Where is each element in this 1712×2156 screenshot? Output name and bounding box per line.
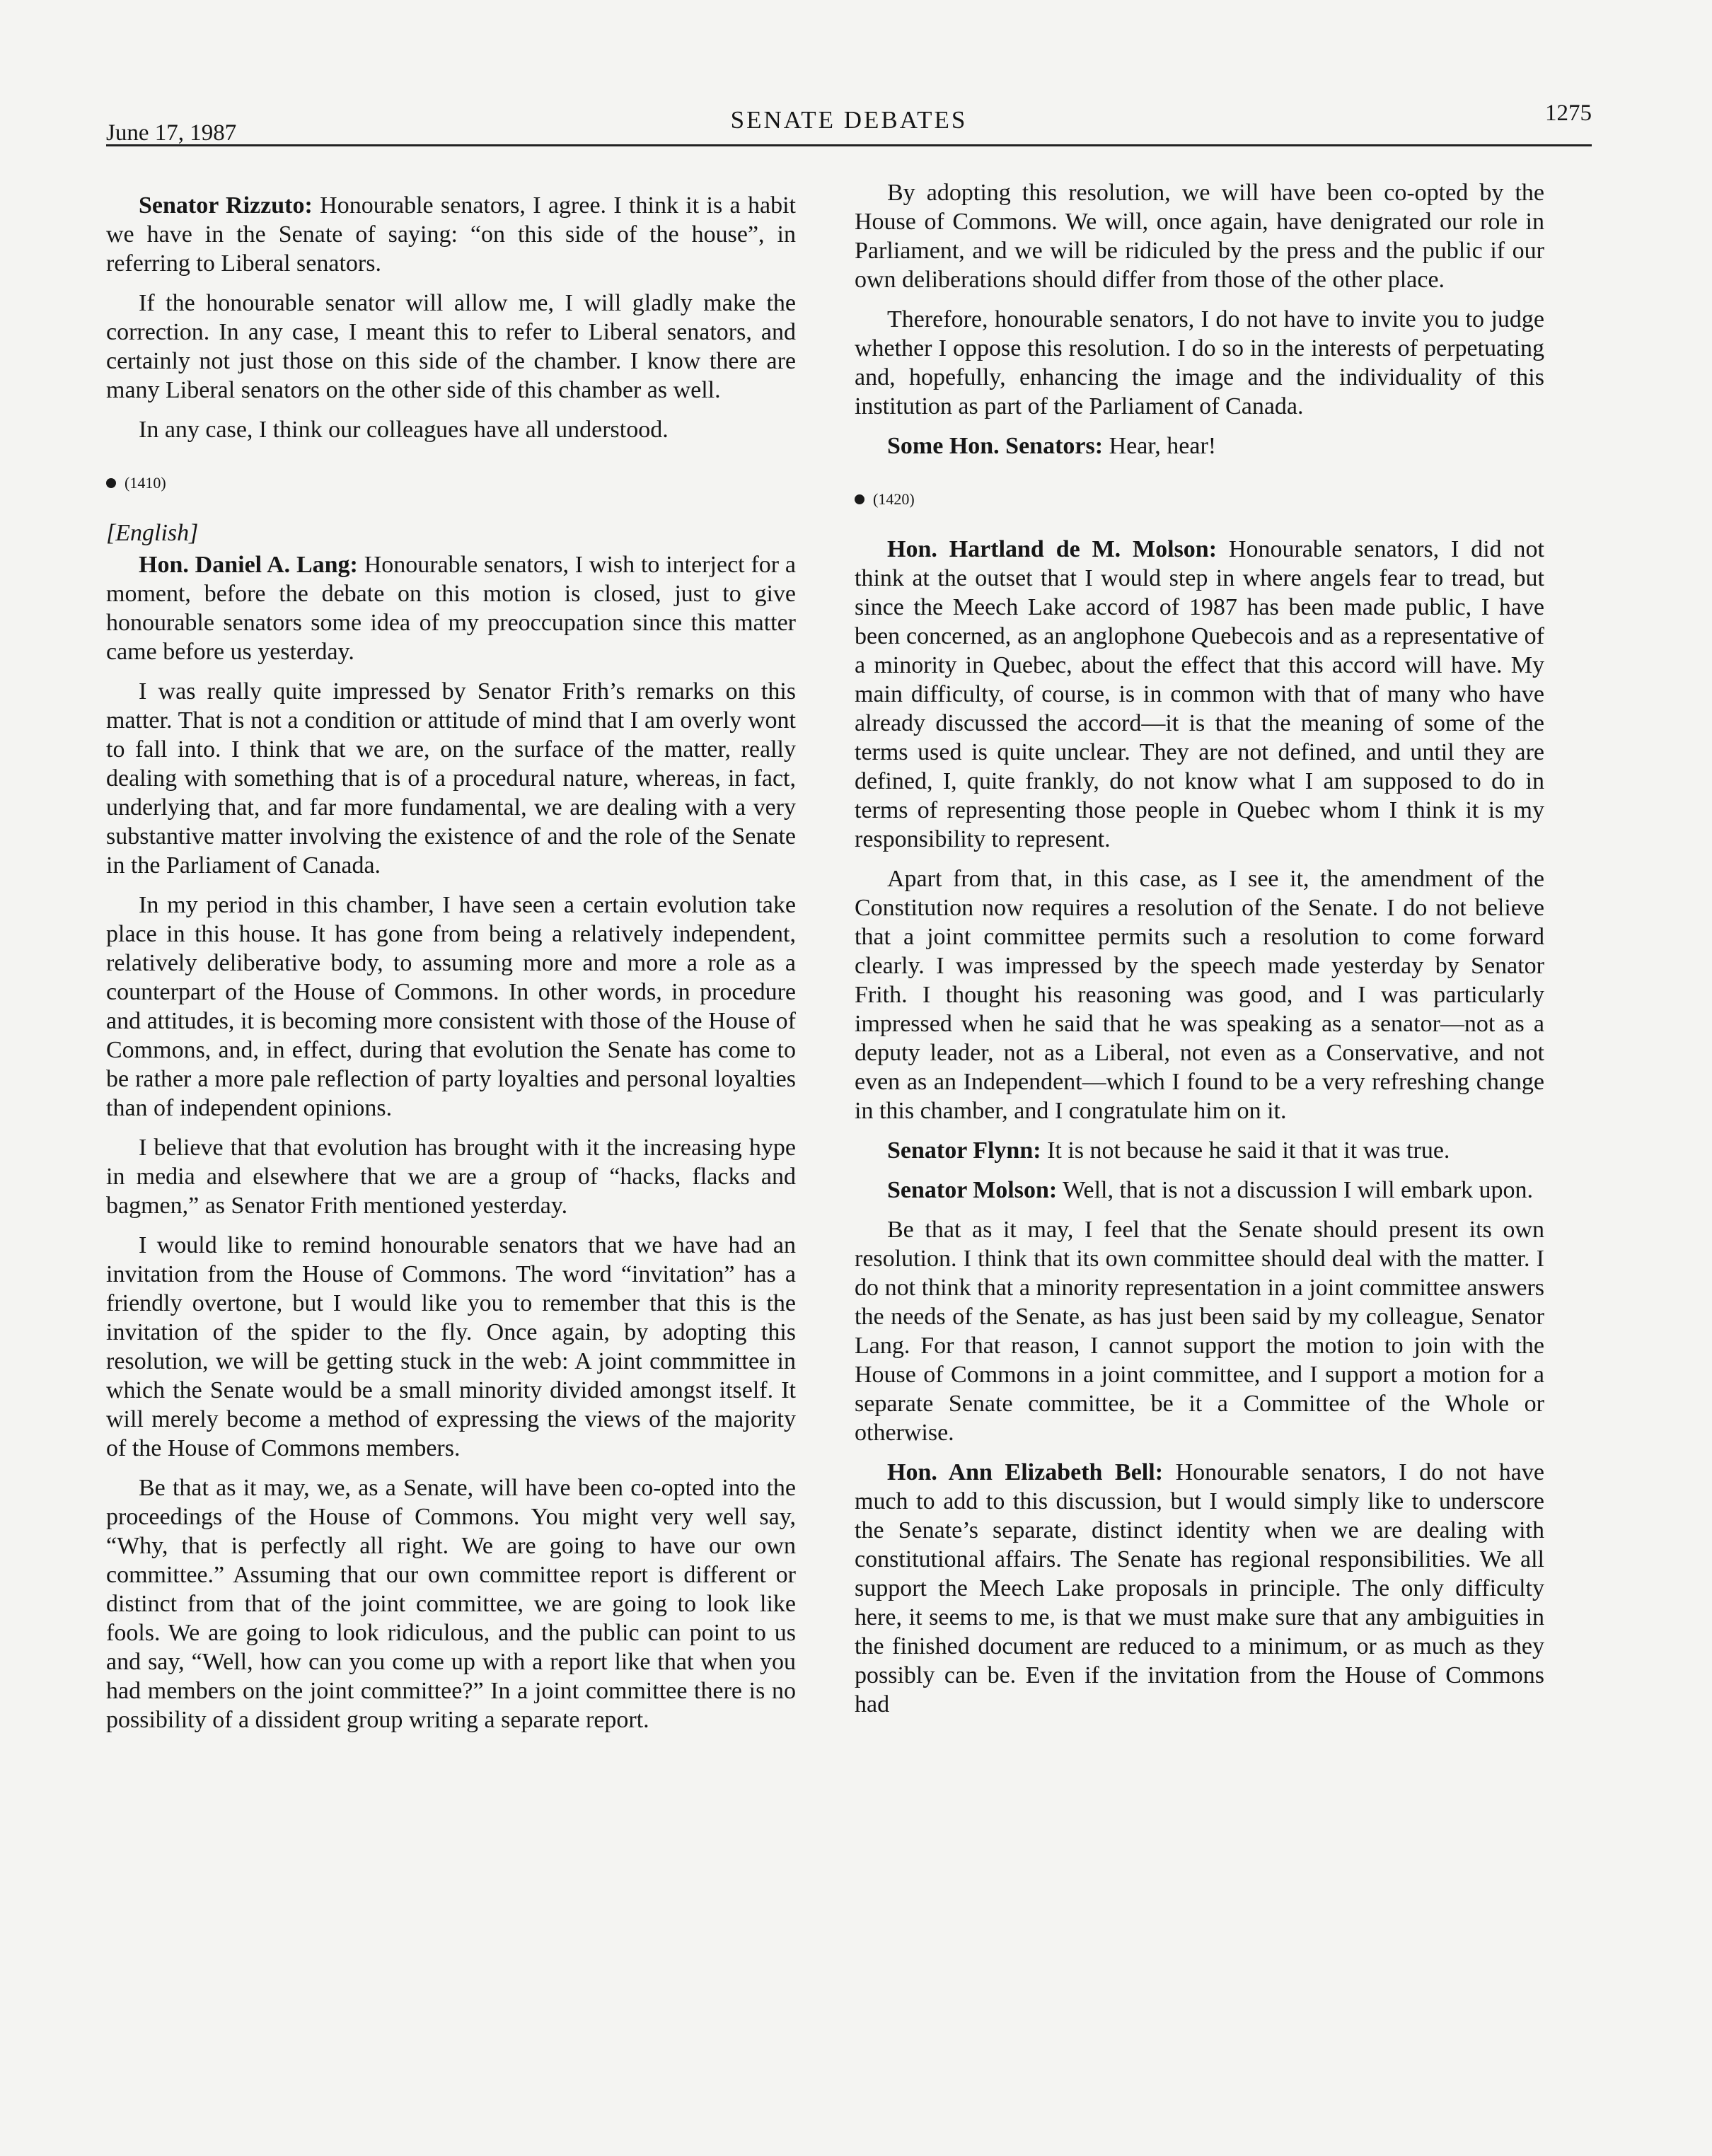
paragraph (106, 191, 796, 278)
speaker-name: Senator Flynn: (887, 1137, 1041, 1164)
speech-text: Honourable senators, I do not have much to add to this discussion, but I would simply like to underscore the Senate’s separate, distinct identity when we are dealing with constitutional affairs. The Senate has regional responsibilities. We all support the Meech Lake proposals in principle. The only difficulty here, it seems to me, is that we must make sure that any ambiguities in the finished document are reduced to a minimum, or as much as they possibly can be. Even if the invitation from the House of Commons had (855, 1459, 1544, 1717)
paragraph (106, 550, 796, 666)
right-column (855, 178, 1544, 1729)
paragraph: I believe that that evolution has brought with it the increasing hype in media and elsewhere that we are a group of “hacks, flacks and bagmen,” as Senator Frith mentioned yesterday. (106, 1135, 796, 1219)
speech-text: It is not because he said it that it was true. (1041, 1137, 1450, 1164)
speech-text: Honourable senators, I did not think at the outset that I would step in where angels fear to tread, but since the Meech Lake accord of 1987 has been made public, I have been concerned, as an anglophone Quebecois and as a representative of a minority in Quebec, about the effect that this accord will have. My main difficulty, of course, is in common with that of many who have already discussed the accord—it is that the meaning of some of the terms used is quite unclear. They are not defined, and until they are defined, I, quite frankly, do not know what I am supposed to do in terms of representing those people in Quebec whom I think it is my responsibility to represent. (855, 536, 1544, 852)
paragraph (855, 1176, 1544, 1205)
paragraph: Be that as it may, we, as a Senate, will have been co-opted into the proceedings of the House of Commons. You might very well say, “Why, that is perfectly all right. We are going to have our own committee.” Assuming that our own committee report is different or distinct from that of the joint committee, we are going to look like fools. We are going to look ridiculous, and the public can point to us and say, “Well, how can you come up with a report like that when you had members on the joint committee?” In a joint committee there is no possibility of a dissident group writing a separate report. (106, 1475, 796, 1733)
bullet-icon (106, 478, 116, 488)
paragraph: By adopting this resolution, we will have been co-opted by the House of Commons. We will, once again, have denigrated our role in Parliament, and we will be ridiculed by the press and the public if our own deliberations should differ from those of the other place. (855, 180, 1544, 293)
paragraph (855, 535, 1544, 854)
header-rule (106, 144, 1592, 146)
paragraph: In any case, I think our colleagues have all understood. (139, 417, 669, 443)
paragraph: Therefore, honourable senators, I do not have to invite you to judge whether I oppose this resolution. I do so in the interests of perpetuating and, hopefully, enhancing the image and the individuality of this institution as part of the Parliament of Canada. (855, 306, 1544, 419)
speaker-name: Hon. Ann Elizabeth Bell: (887, 1459, 1164, 1485)
paragraph: Apart from that, in this case, as I see it, the amendment of the Constitution now requires a resolution of the Senate. I do not believe that a joint committee permits such a resolution to come forward clearly. I was impressed by the speech made yesterday by Senator Frith. I thought his reasoning was good, and I was particularly impressed when he said that he was speaking as a senator—not as a deputy leader, not as a Liberal, not even as a Conservative, and not even as an Independent—which I found to be a very refreshing change in this chamber, and I congratulate him on it. (855, 866, 1544, 1124)
header-date: June 17, 1987 (106, 120, 237, 146)
time-stamp: (1410) (125, 474, 166, 492)
left-column (106, 191, 796, 1745)
paragraph: In my period in this chamber, I have seen a certain evolution take place in this house. It has gone from being a relatively independent, relatively deliberative body, to assuming more and more a role as a counterpart of the House of Commons. In other words, in procedure and attitudes, it is becoming more consistent with those of the House of Commons, and, in effect, during that evolution the Senate has come to be rather a more pale reflection of party loyalties and personal loyalties than of independent opinions. (106, 892, 796, 1121)
paragraph: If the honourable senator will allow me, I will gladly make the correction. In any case, I meant this to refer to Liberal senators, and certainly not just those on this side of the chamber. I know there are many Liberal senators on the other side of this chamber as well. (106, 290, 796, 403)
header-title: SENATE DEBATES (730, 106, 968, 134)
time-marker (855, 485, 1544, 514)
speech-text: Honourable senators, I agree. I think it is a habit we have in the Senate of saying: “on this side of the house”, in referring to Liberal senators. (106, 192, 796, 277)
speaker-name: Some Hon. Senators: (887, 433, 1104, 459)
speaker-name: Hon. Hartland de M. Molson: (887, 536, 1218, 562)
language-note: [English] (106, 520, 199, 546)
speaker-name: Senator Molson: (887, 1177, 1058, 1203)
paragraph (855, 1458, 1544, 1719)
page-header (106, 100, 1592, 146)
paragraph (855, 1136, 1544, 1165)
speaker-name: Hon. Daniel A. Lang: (139, 552, 358, 578)
header-page-number: 1275 (1545, 100, 1592, 126)
paragraph: Be that as it may, I feel that the Senate should present its own resolution. I think that its own committee should deal with the matter. I do not think that a minority representation in a joint committee answers the needs of the Senate, as has just been said by my colleague, Senator Lang. For that reason, I cannot support the motion to join with the House of Commons in a joint committee, and I support a motion for a separate Senate committee, be it a Committee of the Whole or otherwise. (855, 1217, 1544, 1446)
time-stamp: (1420) (873, 490, 915, 508)
time-marker (106, 468, 796, 497)
paragraph (855, 431, 1544, 460)
bullet-icon (855, 494, 864, 504)
speaker-name: Senator Rizzuto: (139, 192, 313, 219)
paragraph: I was really quite impressed by Senator Frith’s remarks on this matter. That is not a condition or attitude of mind that I am overly wont to fall into. I think that we are, on the surface of the matter, really dealing with something that is of a procedural nature, whereas, in fact, underlying that, and far more fundamental, we are dealing with a very substantive matter involving the existence of and the role of the Senate in the Parliament of Canada. (106, 678, 796, 879)
paragraph: I would like to remind honourable senators that we have had an invitation from the House of Commons. The word “invitation” has a friendly overtone, but I would like you to remember that this is the invitation of the spider to the fly. Once again, by adopting this resolution, we will be getting stuck in the web: A joint commmittee in which the Senate would be a small minority divided amongst itself. It will merely become a method of expressing the views of the majority of the House of Commons members. (106, 1232, 796, 1461)
speech-text: Hear, hear! (1103, 433, 1217, 459)
speech-text: Honourable senators, I wish to interject for a moment, before the debate on this motion is closed, just to give honourable senators some idea of my preoccupation since this matter came before us yesterday. (106, 552, 796, 665)
speech-text: Well, that is not a discussion I will embark upon. (1057, 1177, 1533, 1203)
